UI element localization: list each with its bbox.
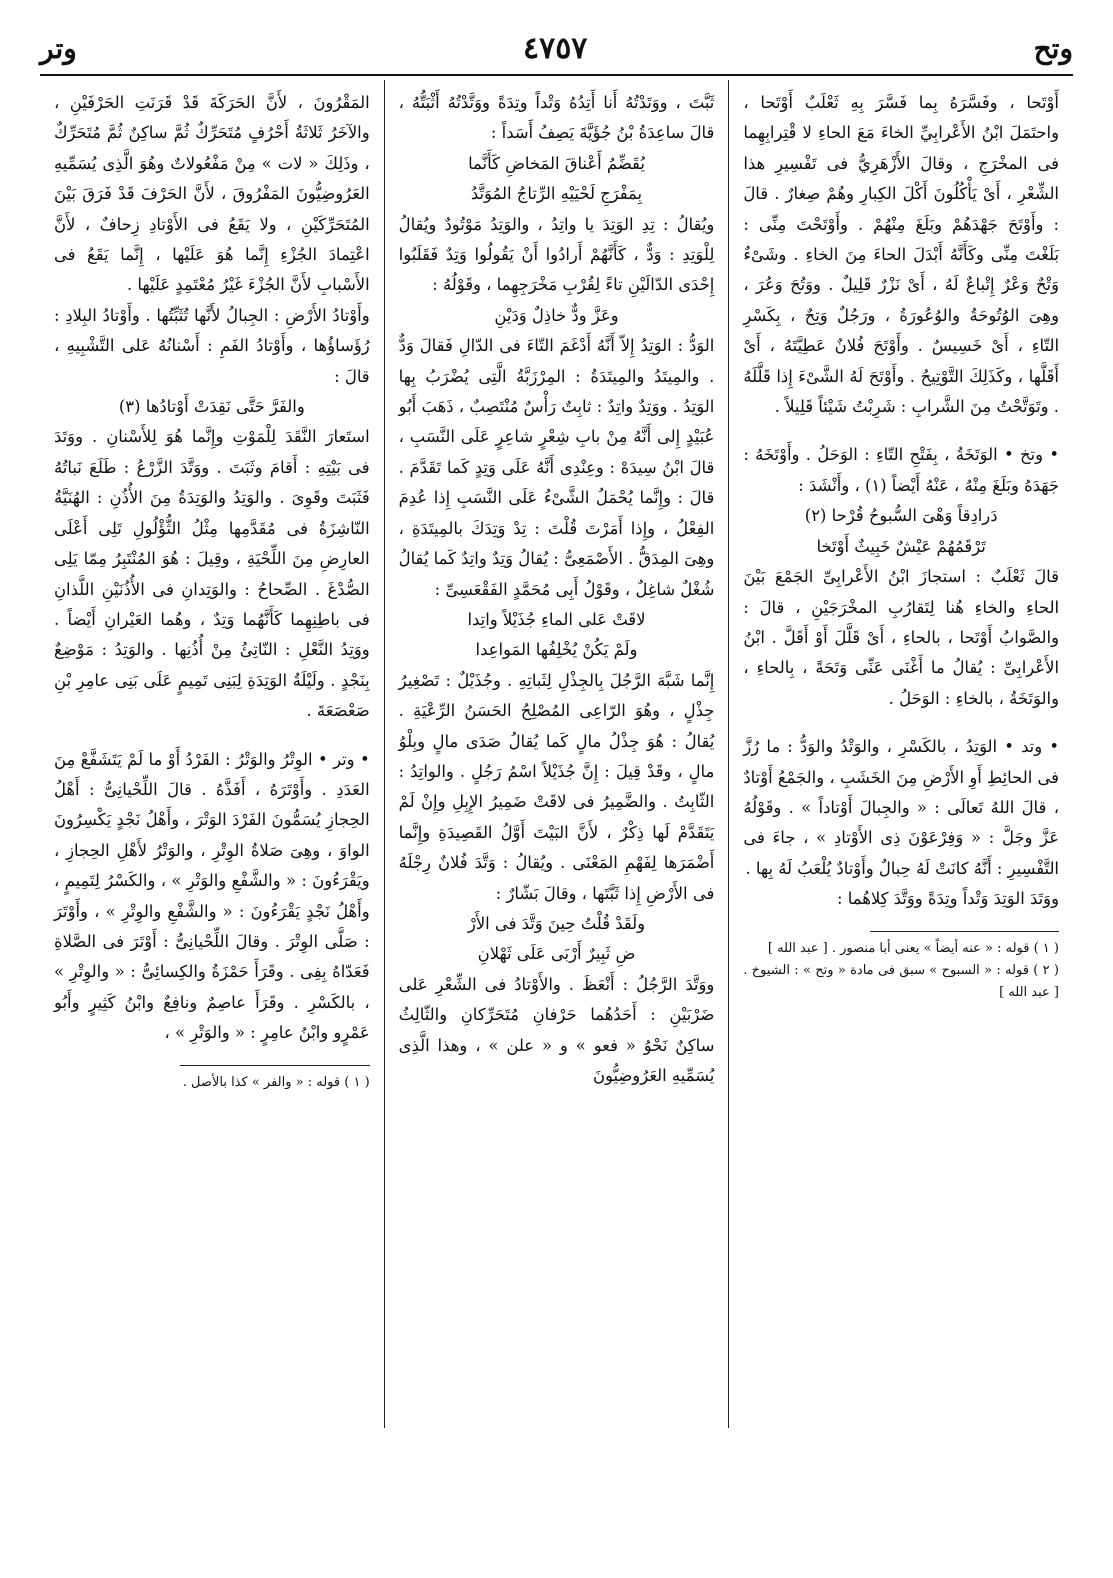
paragraph: ووَتَّدَ الرَّجُلُ : أَنْعَظَ . والأَوْتادُ فى الشِّعْرِ عَلى ضَرْبَيْنِ : أَحَدُهُما حَرْفانِ مُتَحَرِّكانِ والثّالِثُ ساكِنٌ نَحْوُ « فعو » و « علن » ، وهذا الَّذِى يُسَمِّيهِ العَرُوضِيُّونَ [398, 974, 715, 1085]
paragraph: ويُقالُ : تِدِ الوَتِدَ يا واتِدُ ، والوَتِدُ مَوْتُودٌ ويُقالُ لِلْوَتِدِ : وَدٌّ ، كَأَنَّهُمْ أَرادُوا أَنْ يَقُولُوا وَتِدٌ فَقَلَبُوا إِحْدَى الدّالَيْنِ تاءً لِقُرْبِ مَخْرَجِهِما ، وقَوْلُهُ : [398, 214, 715, 295]
column-right [729, 80, 1073, 1428]
paragraph: ثَبَّتَ ، ووَتَدْتُهُ أَنا أَتِدُهُ وَتْداً وتِدَةً ووَتَّدْتُهُ أَثْبَتُّهُ ، قالَ ساعِدَةُ بْنُ جُؤَيَّةَ يَصِفُ أَسَداً : [398, 93, 715, 143]
text-columns [40, 80, 1073, 1428]
paragraph: استَعارَ النَّقَدَ لِلْمَوْتِ وإِنَّما هُوَ لِلأَسْنانِ . ووَتَدَ فى بَيْتِهِ : أَقامَ وثَبَتَ . ووَتَّدَ الزَّرْعُ : طَلَعَ نَباتُهُ فَثَبَتَ وقَوِىَ . والوَتِدُ والوَتِدَةُ مِنَ الأُذُنِ : الهُنَيَّةُ النّاشِزَةُ فى مُقَدَّمِها مِثْلُ الثُّؤْلُولِ تَلِى أَعْلَى العارِضِ مِنَ اللِّحْيَةِ ، وقِيلَ : هُوَ المُنْتَبِرُ مِمّا يَلِى الصُّدْغَ . الصِّحاحُ : والوَتِدانِ فى الأُذُنَيْنِ اللَّذانِ فى باطِنِهِما كَأَنَّهُما وَتِدٌ ، وهُما العَيْرانِ أَيْضاً . ووَتِدُ النَّعْلِ : النّاتِئُ مِنْ أُذُنِها . والوَتِدُ : مَوْضِعٌ بِنَجْدٍ . ولَيْلَةُ الوَتِدَةِ لِبَنِى تَمِيمٍ عَلَى بَنِى عامِرِ بْنِ صَعْصَعَةَ . [53, 427, 370, 721]
footnote: ( ١ ) قوله : « والفر » كذا بالأصل . [182, 1074, 370, 1090]
entry-watakh: • وتخ • الوَتَخَةُ ، بِفَتْحِ التّاءِ : الوَحَلُ . وأَوْتَخَهُ : جَهَدَهُ وبَلَغَ مِنْهُ ، عَنْهُ أَيْضاً (١) ، وأَنْشَدَ : [743, 445, 1059, 495]
footnote: ( ١ ) قوله : « عنه أيضاً » يعنى أبا منصور . [ عبد الله ] [767, 940, 1059, 956]
paragraph: ووَتَدَ الوَتِدَ وَتْداً وتِدَةً ووَتَّدَ كِلاهُما : [837, 889, 1059, 909]
paragraph: أَوْتَحا ، وفَسَّرَهُ بِما فَسَّرَ بِهِ ثَعْلَبٌ أَوْتَحا ، واحتَمَلَ ابْنُ الأَعْرابِيِّ الخاءَ مَعَ الحاءِ لا قْتِرابِهِما فى المخْرَجِ ، وقالَ الأَزْهَرِيُّ فى تَفْسِيرِ هذا الشِّعْرِ ، أَىْ يَأْكُلُونَ أَكْلَ الكِبارِ وهُمْ صِغارٌ . قالَ : وأَوْتَحَ جَهْدَهُمْ وبَلَغَ مِنْهُمْ . وأَوْتَحْتَ مِنِّى : بَلَغْتَ مِنِّى وكَأَنَّهُ أَبْدَلَ الحاءَ مِنَ الخاءِ . وشَىْءٌ وَتْحٌ وَعْرٌ إِتْباعٌ لَهُ ، أَىْ نَزْرٌ قَلِيلٌ . ووَتُحَ وَعُرَ ، وهِىَ الوُتُوحَةُ والوُعُورَةُ ، ورَجُلٌ وَتِحٌ ، بِكَسْرِ التّاءِ ، أَىْ خَسِيسٌ . وأَوْتَحَ فُلانٌ عَطِيَّتَهُ ، أَىْ أَقَلَّها ، وكَذَلِكَ التَّوْتِيحُ . وأَوْتَحَ لَهُ الشَّىْءَ إِذا قَلَّلَهُ . وتَوَتَّحْتُ مِنَ الشَّرابِ : شَرِبْتُ شَيْئاً قَلِيلاً . [743, 93, 1059, 417]
entry-watar: • وتر • الوِتْرُ والوَتْرُ : الفَرْدُ أَوْ ما لَمْ يَتَشَفَّعْ مِنَ العَدَدِ . وأَوْتَرَهُ ، أَفَذَّهُ . قالَ اللِّحْيانِىُّ : أَهْلُ الحِجازِ يُسَمُّونَ الفَرْدَ الوَتْرَ ، وأَهْلُ نَجْدٍ يَكْسِرُونَ الواوَ ، وهِىَ صَلاةُ الوِتْرِ ، والوَتْرُ لأَهْلِ الحِجازِ ، ويَقْرَءُونَ : « والشَّفْعِ والوَتْرِ » ، والكَسْرُ لِتَمِيمٍ ، وأَهْلُ نَجْدٍ يَقْرَءُونَ : « والشَّفْعِ والوِتْرِ » ، وأَوْتَرَ : صَلَّى الوِتْرَ . وقالَ اللِّحْيانِىُّ : أَوْتَرَ فى الصَّلاةِ فَعَدّاهُ بِفِى . وقَرَأَ حَمْزَةُ والكِسائِىُّ : « والوِتْرِ » ، بالكَسْرِ . وقَرَأَ عاصِمٌ ونافِعٌ وابْنُ كَثِيرٍ وأَبُو عَمْرٍو وابْنُ عامِرٍ : « والوَتْرِ » ، [53, 749, 370, 1043]
footnote-rule [870, 931, 1059, 932]
verse-line: والفَرَّ حَتَّى نَقِدَتْ أَوْتادُها (٣) [118, 397, 305, 417]
verse-line: ضِ ثَبِيرٌ أَرْبَى عَلَى ثَهْلانِ [477, 944, 636, 964]
paragraph: إِنَّما شَبَّهَ الرَّجُلَ بِالجِذْلِ لِثَباتِهِ . وجُذَيْلٌ : تَصْغِيرُ جِذْلٍ ، وهُوَ الرّاعِى المُصْلِحُ الحَسَنُ الرِّعْيَةِ . يُقالُ : هُوَ جِذْلُ مالٍ كَما يُقالُ صَدَى مالٍ وبِلْوُ مالٍ ، وقَدْ قِيلَ : إِنَّ جُذَيْلاً اسْمُ رَجُلٍ . والواتِدُ : الثّابِتُ . والضَّمِيرُ فى لاقَتْ ضَمِيرُ الإِبِلِ وإِنْ لَمْ يَتَقَدَّمْ لَها ذِكْرٌ ، لأَنَّ البَيْتَ أَوَّلُ القَصِيدَةِ وإِنَّما أَضْمَرَها لِفَهْمِ المَعْنَى . ويُقالُ : وَتَّدَ فُلانٌ رِجْلَهُ فى الأَرْضِ إِذا ثَبَّتَها ، وقالَ بَشّارٌ : [398, 670, 715, 903]
verse-line: ولَقَدْ قُلْتُ حِينَ وَتَّدَ فى الأَرْ [467, 913, 646, 933]
verse-line: دَرادِقاً وَهْىَ السُّبوحُ قُرْحا (٢) [804, 506, 998, 526]
verse-line: بِمَفْرَجِ لَحْيَيْهِ الرِّتاجُ المُوَتَّدُ [470, 184, 643, 204]
column-left [40, 80, 385, 1428]
header-rule [40, 74, 1073, 76]
paragraph: الوَدُّ : الوَتِدُ إِلاّ أَنَّهُ أَدْغَمَ التّاءَ فى الدّالِ فَقالَ وَدٌّ . والمِيتَدُ والمِيتَدَةُ : المِرْزَبَّةُ الَّتِى يُضْرَبُ بِها الوَتِدُ . ووَتِدٌ واتِدٌ : ثابِتٌ رَأْسٌ مُنْتَصِبٌ ، ذَهَبَ أَبُو عُبَيْدٍ إِلى أَنَّهُ مِنْ بابِ شِعْرٍ شاعِرٍ عَلَى النَّسَبِ ، قالَ ابْنُ سِيدَهْ : وعِنْدِى أَنَّهُ عَلَى وَتِدٍ كَما تَقَدَّمَ . قالَ : وإِنَّما يُحْمَلُ الشَّىْءُ عَلَى النَّسَبِ إِذا عُدِمَ الفِعْلُ ، وإِذا أَمَرْتَ قُلْتَ : تِدْ وَتِدَكَ بالمِيتَدَةِ ، وهِىَ المِدَقُّ . الأَصْمَعِىُّ : يُقالُ وَتِدٌ واتِدٌ كَما يُقالُ شُغْلٌ شاغِلٌ ، وقَوْلُ أَبِى مُحَمَّدٍ الفَقْعَسِىِّ : [398, 336, 715, 599]
footnote: ( ٢ ) قوله : « السبوح » سبق فى مادة « وتح » : الشيوخ . [ عبد الله ] [743, 962, 1059, 1000]
verse-line: ولَمْ يَكُنْ يُخْلِفُها المَواعِدا [475, 640, 638, 660]
header-root-left: وتر [40, 31, 77, 65]
paragraph: المَقْرُونَ ، لأَنَّ الحَرَكَةَ قَدْ قَرَنَتِ الحَرْفَيْنِ ، والآخَرُ ثَلاثَةُ أَحْرُفٍ مُتَحَرِّكٌ ثُمَّ ساكِنٌ ثُمَّ مُتَحَرِّكٌ ، وذَلِكَ « لات » مِنْ مَفْعُولاتٌ وهُوَ الَّذِى يُسَمِّيهِ العَرُوضِيُّونَ المَفْرُوقَ ، لأَنَّ الحَرْفَ قَدْ فَرَقَ بَيْنَ المُتَحَرِّكَيْنِ ، ولا يَقَعُ فى الأَوْتادِ زِحافٌ ، لأَنَّ اعْتِمادَ الجُزْءِ إِنَّما هُوَ عَلَيْها ، إِنَّما يَقَعُ فى الأَسْبابِ لأَنَّ الجُزْءَ غَيْرُ مُعْتَمِدٍ عَلَيْها . [53, 93, 370, 295]
header-root-right: وتح [1033, 31, 1073, 65]
paragraph: وأَوْتادُ الأَرْضِ : الجِبالُ لأَنَّها تُثَبِّتُها . وأَوْتادُ البِلادِ : رُؤَساؤُها ، وأَوْتادُ الفَمِ : أَسْنانُهُ عَلى التَّشْبِيهِ ، قالَ : [53, 305, 370, 386]
column-middle [385, 80, 730, 1428]
footnote-rule [180, 1065, 369, 1066]
paragraph: قالَ ثَعْلَبٌ : استجازَ ابْنُ الأَعْرابِىِّ الجَمْعَ بَيْنَ الحاءِ والخاءِ هُنا لِتَقارُبِ المخْرَجَيْنِ ، قالَ : والصَّوابُ أَوْتَحا ، بالحاءِ ، أَىْ قَلَّلَ أَوْ أَقَلَّ . ابْنُ الأَعْرابِىِّ : يُقالُ ما أَغْنَى عَنِّى وَتَحَةً ، بِالحاءِ ، والوَتَخَةُ ، بالخاءِ : الوَحَلُ . [743, 567, 1059, 708]
verse-line: يُقَضِّمُ أَعْناقَ المَخاضِ كَأَنَّما [468, 153, 645, 173]
entry-watad: • وتد • الوَتِدُ ، بالكَسْرِ ، والوَتْدُ والوَدُّ : ما رُزَّ فى الحائِطِ أَوِ الأَرْضِ مِنَ الخَشَبِ ، والجَمْعُ أَوْتادٌ ، قالَ اللهُ تَعالَى : « والجِبالَ أَوْتاداً » . وقَوْلُهُ عَزَّ وجَلَّ : « وَفِرْعَوْنَ ذِى الأَوْتادِ » ، جاءَ فى التَّفْسِيرِ : أَنَّهُ كانَتْ لَهُ حِبالٌ وأَوْتادٌ يُلْعَبُ لَهُ بِها . [743, 737, 1059, 878]
page-header [40, 28, 1073, 68]
page-number: ٤٧٥٧ [522, 30, 588, 66]
verse-line: تَرْقَمُهُمْ عَيْشٌ خَبِيثٌ أَوْتَخا [816, 536, 986, 556]
verse-line: وعَزَّ ودٌّ خاذِلٌ وَدَيْنِ [494, 305, 619, 325]
verse-line: لاقَتْ عَلى الماءِ جُذَيْلاً واتِدا [467, 609, 646, 629]
